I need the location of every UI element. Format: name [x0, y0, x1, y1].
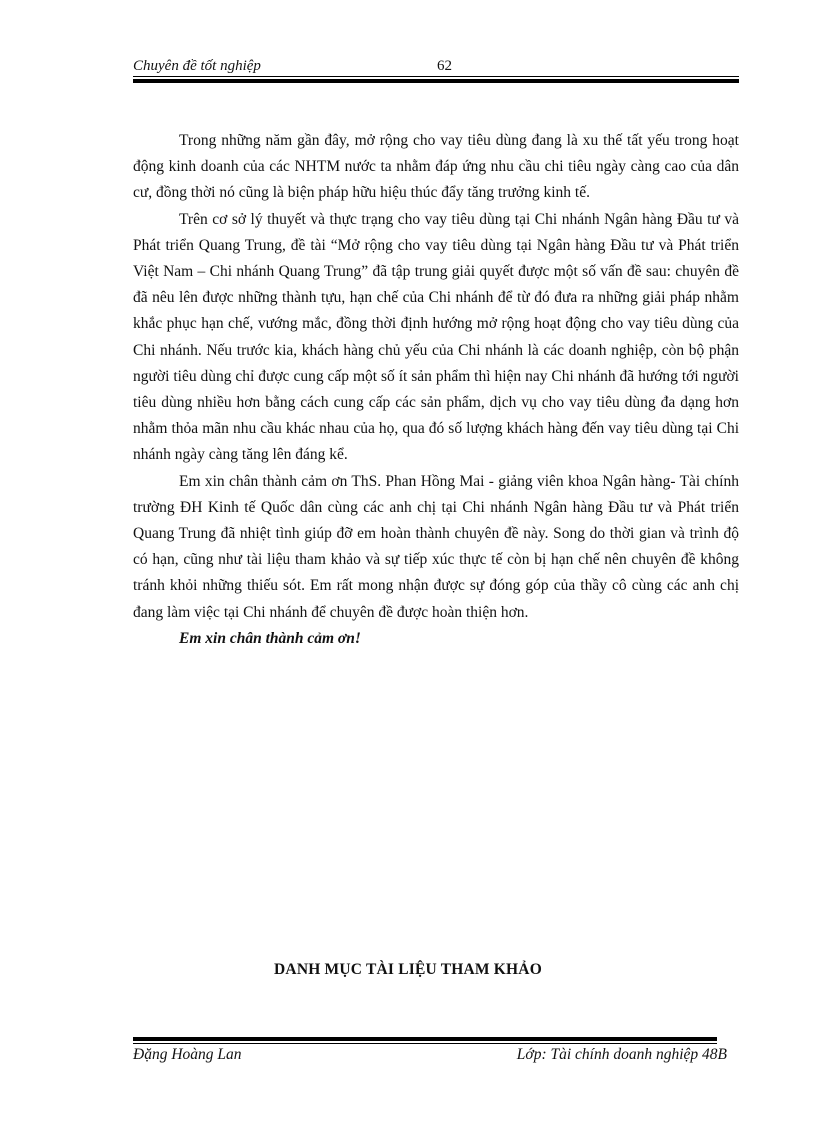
document-title: Chuyên đề tốt nghiệp — [133, 58, 261, 74]
paragraph: Em xin chân thành cảm ơn ThS. Phan Hồng Mai - giảng viên khoa Ngân hàng- Tài chính trường ĐH Kinh tế Quốc dân cùng các anh chị tại Chi nhánh Ngân hàng Đầu tư và Phát triển Quang Trung đã nhiệt tình giúp đỡ em hoàn thành chuyên đề này. Song do thời gian và trình độ có hạn, cũng như tài liệu tham khảo và sự tiếp xúc thực tế còn bị hạn chế nên chuyên đề không tránh khỏi những thiếu sót. Em rất mong nhận được sự đóng góp của thầy cô cùng các anh chị đang làm việc tại Chi nhánh để chuyên đề được hoàn thiện hơn. — [133, 472, 739, 621]
page-number: 62 — [437, 58, 452, 74]
header-rule-thick — [133, 79, 739, 83]
section-heading: DANH MỤC TÀI LIỆU THAM KHẢO — [274, 961, 542, 978]
footer-rule-thin — [133, 1043, 717, 1044]
header-rule-thin — [133, 76, 739, 77]
author-name: Đặng Hoàng Lan — [133, 1046, 242, 1063]
main-content — [133, 128, 739, 652]
closing-line: Em xin chân thành cảm ơn! — [179, 629, 361, 647]
class-info: Lớp: Tài chính doanh nghiệp 48B — [516, 1046, 727, 1063]
page-header — [133, 56, 739, 78]
page-footer — [133, 1046, 727, 1068]
footer-rule-thick — [133, 1037, 717, 1041]
paragraph: Trên cơ sở lý thuyết và thực trạng cho vay tiêu dùng tại Chi nhánh Ngân hàng Đầu tư và Phát triển Quang Trung, đề tài “Mở rộng cho vay tiêu dùng tại Ngân hàng Đầu tư và Phát triển Việt Nam – Chi nhánh Quang Trung” đã tập trung giải quyết được một số vấn đề sau: chuyên đề đã nêu lên được những thành tựu, hạn chế của Chi nhánh để từ đó đưa ra những giải pháp nhằm khắc phục hạn chế, vướng mắc, đồng thời định hướng mở rộng hoạt động cho vay tiêu dùng của Chi nhánh. Nếu trước kia, khách hàng chủ yếu của Chi nhánh là các doanh nghiệp, còn bộ phận người tiêu dùng chỉ được cung cấp một số ít sản phẩm thì hiện nay Chi nhánh đã hướng tới người tiêu dùng nhiều hơn bằng cách cung cấp các sản phẩm, dịch vụ cho vay tiêu dùng đa dạng hơn nhằm thỏa mãn nhu cầu khác nhau của họ, qua đó số lượng khách hàng đến vay tiêu dùng tại Chi nhánh ngày càng tăng lên đáng kể. — [133, 210, 739, 464]
paragraph: Trong những năm gần đây, mở rộng cho vay tiêu dùng đang là xu thế tất yếu trong hoạt động kinh doanh của các NHTM nước ta nhằm đáp ứng nhu cầu chi tiêu ngày càng cao của dân cư, đồng thời nó cũng là biện pháp hữu hiệu thúc đẩy tăng trưởng kinh tế. — [133, 132, 739, 202]
